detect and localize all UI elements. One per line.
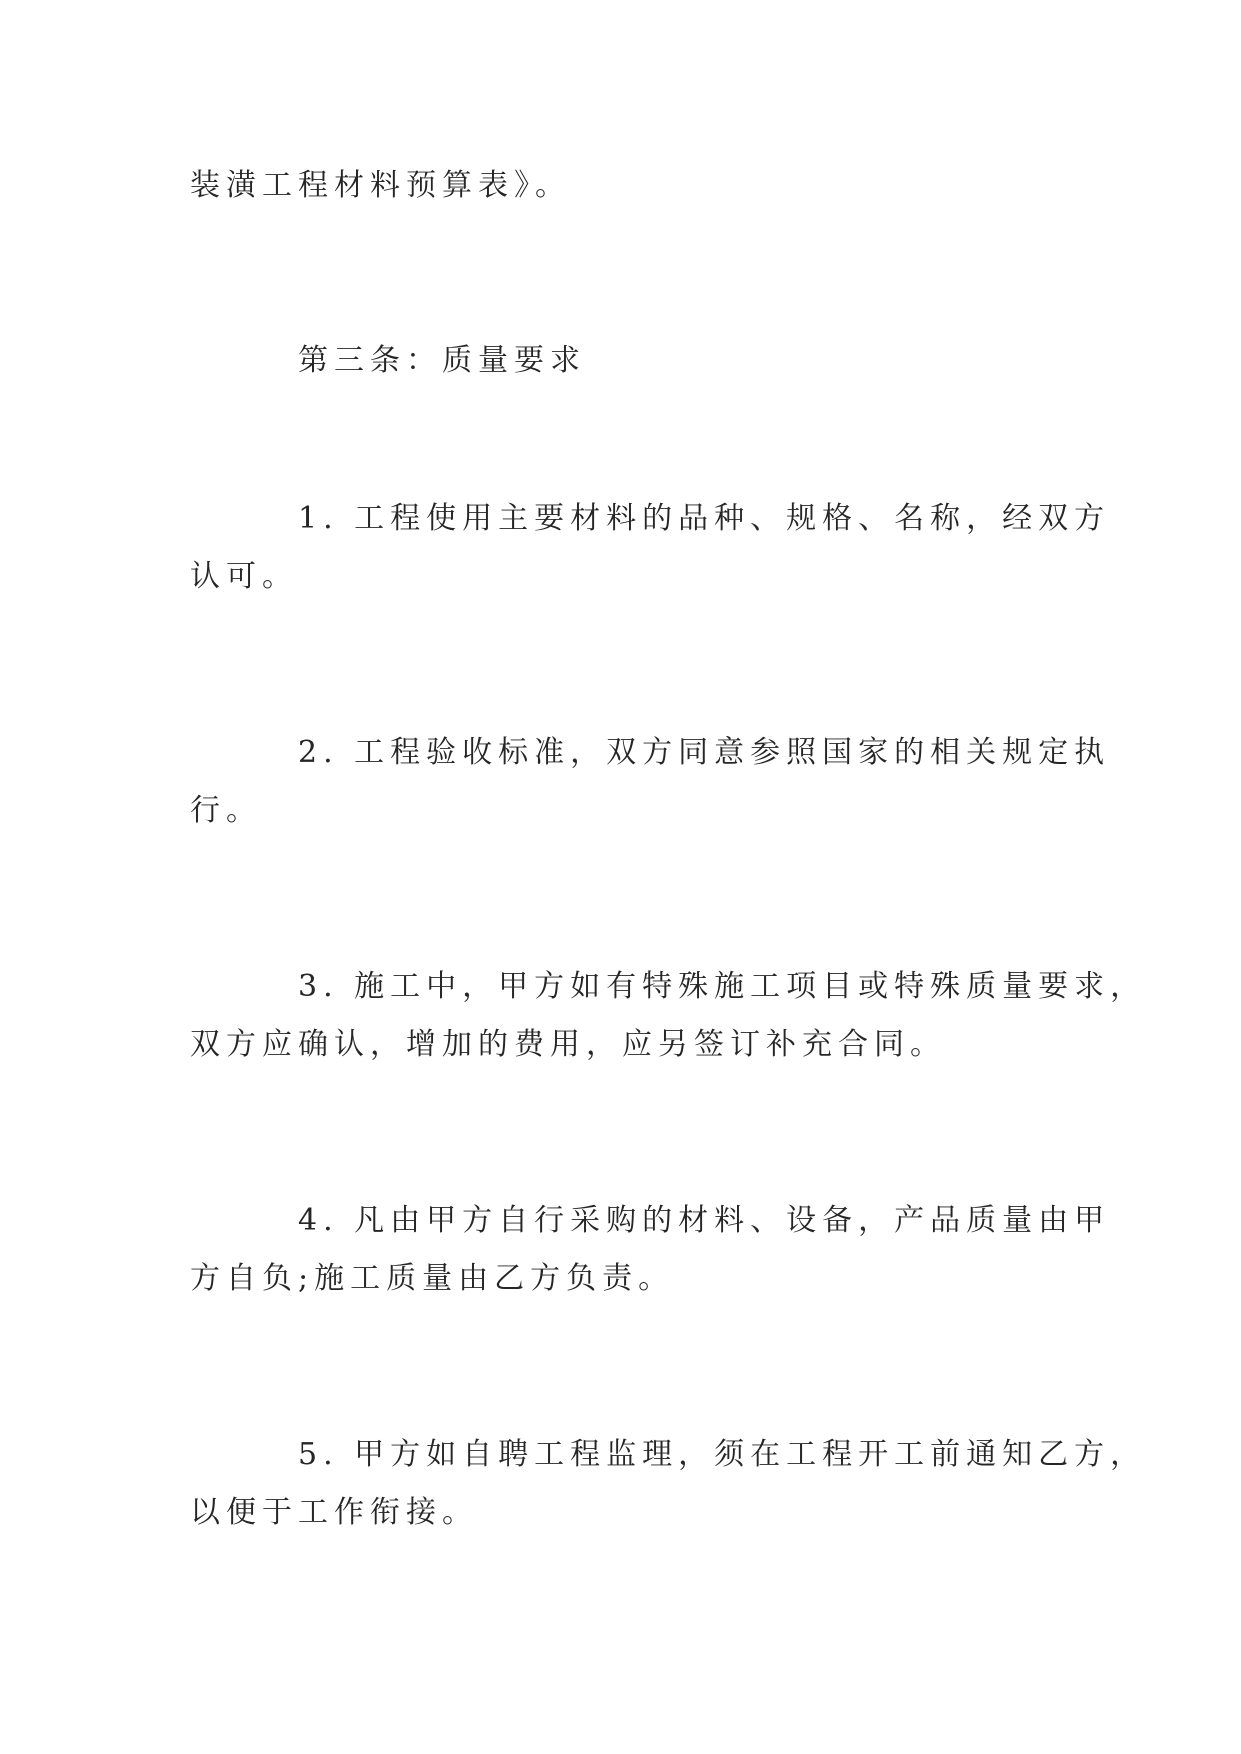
clause-4-line-1: 4. 凡由甲方自行采购的材料、设备，产品质量由甲 — [298, 1203, 1111, 1238]
clause-4-line-2: 方自负;施工质量由乙方负责。 — [190, 1261, 675, 1296]
clause-5-line-1: 5. 甲方如自聘工程监理，须在工程开工前通知乙方， — [298, 1437, 1147, 1472]
continuation-line: 装潢工程材料预算表》。 — [190, 168, 571, 203]
article-heading: 第三条：质量要求 — [298, 343, 586, 378]
clause-5-line-2: 以便于工作衔接。 — [190, 1495, 478, 1530]
clause-2-line-2: 行。 — [190, 793, 262, 828]
clause-1-line-2: 认可。 — [190, 559, 298, 594]
clause-2-line-1: 2. 工程验收标准，双方同意参照国家的相关规定执 — [298, 735, 1111, 770]
clause-3-line-1: 3. 施工中，甲方如有特殊施工项目或特殊质量要求， — [298, 969, 1147, 1004]
clause-3-line-2: 双方应确认，增加的费用，应另签订补充合同。 — [190, 1027, 946, 1062]
clause-1-line-1: 1. 工程使用主要材料的品种、规格、名称，经双方 — [298, 501, 1111, 536]
